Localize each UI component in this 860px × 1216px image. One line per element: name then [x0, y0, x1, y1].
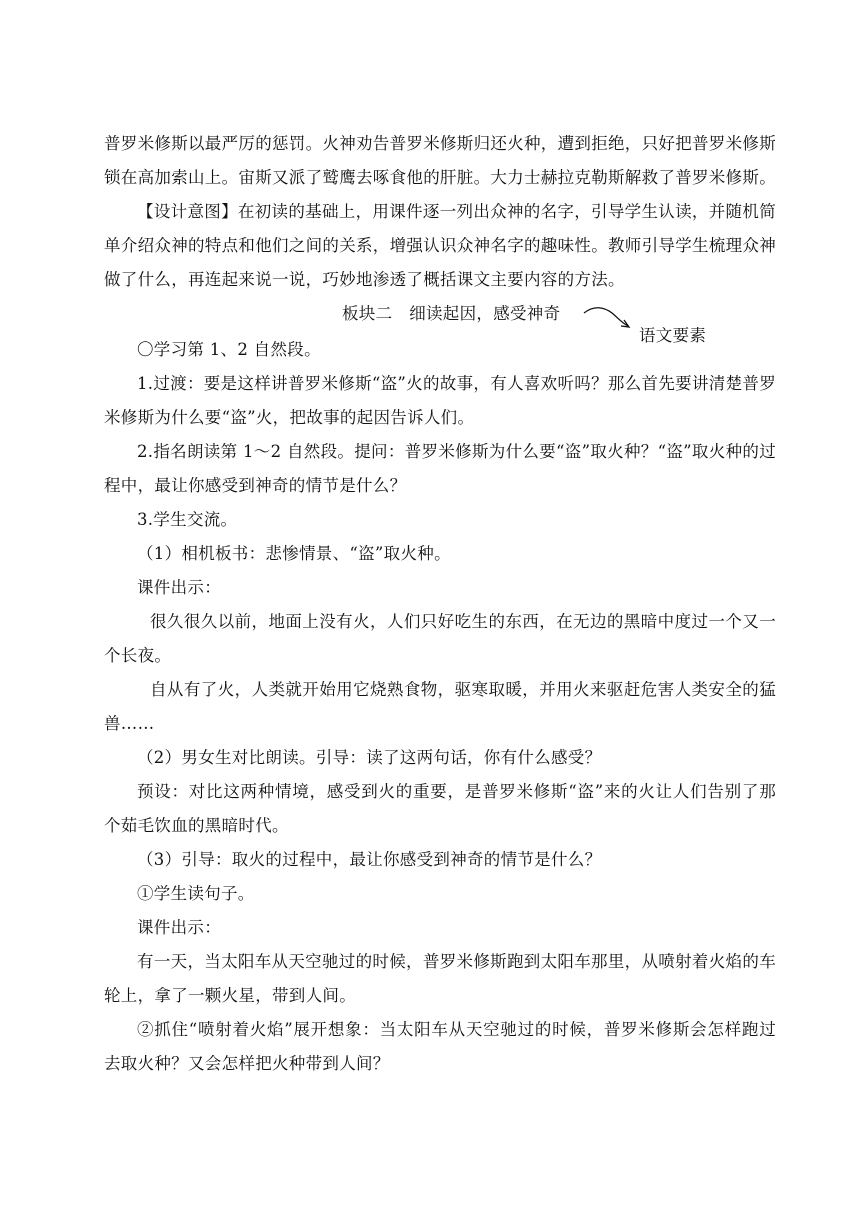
annotation-arrow-icon — [582, 305, 632, 331]
step-1: 1.过渡：要是这样讲普罗米修斯“盗”火的故事，有人喜欢听吗？那么首先要讲清楚普罗米修斯为什么要“盗”火，把故事的起因告诉人们。 — [104, 374, 776, 427]
courseware-label-2: 课件出示： — [137, 918, 221, 937]
sub-step-3: （3）引导：取火的过程中，最让你感受到神奇的情节是什么？ — [137, 850, 602, 869]
circle-step-2: ②抓住“喷射着火焰”展开想象：当太阳车从天空驰过的时候，普罗米修斯会怎样跑过去取火种？又会怎样把火种带到人间？ — [104, 1020, 776, 1073]
quote-2: 自从有了火，人类就开始用它烧熟食物，驱寒取暖，并用火来驱赶危害人类安全的猛兽…… — [104, 680, 776, 733]
paragraph-story-ending: 普罗米修斯以最严厉的惩罚。火神劝告普罗米修斯归还火种，遭到拒绝，只好把普罗米修斯锁在高加索山上。宙斯又派了鹫鹰去啄食他的肝脏。大力士赫拉克勒斯解救了普罗米修斯。 — [104, 134, 776, 187]
document-body — [104, 127, 776, 1081]
sub-step-2: （2）男女生对比朗读。引导：读了这两句话，你有什么感受？ — [137, 748, 602, 767]
study-intro: 〇学习第 1、2 自然段。 — [137, 340, 321, 359]
quote-3: 有一天，当太阳车从天空驰过的时候，普罗米修斯跑到太阳车那里，从喷射着火焰的车轮上，拿了一颗火星，带到人间。 — [104, 952, 776, 1005]
quote-1: 很久很久以前，地面上没有火，人们只好吃生的东西，在无边的黑暗中度过一个又一个长夜。 — [104, 612, 776, 665]
sub-step-1: （1）相机板书：悲惨情景、“盗”取火种。 — [137, 544, 451, 563]
annotation-label: 语文要素 — [639, 326, 707, 345]
preset-answer: 预设：对比这两种情境，感受到火的重要，是普罗米修斯“盗”来的火让人们告别了那个茹毛饮血的黑暗时代。 — [104, 782, 776, 835]
step-3: 3.学生交流。 — [137, 510, 238, 529]
courseware-label-1: 课件出示： — [137, 578, 221, 597]
circle-step-1: ①学生读句子。 — [137, 884, 255, 903]
paragraph-design-intent: 【设计意图】在初读的基础上，用课件逐一列出众神的名字，引导学生认读，并随机简单介绍众神的特点和他们之间的关系，增强认识众神名字的趣味性。教师引导学生梳理众神做了什么，再连起来说一说，巧妙地渗透了概括课文主要内容的方法。 — [104, 202, 776, 289]
section-heading: 板块二 细读起因，感受神奇 — [342, 304, 561, 323]
step-2: 2.指名朗读第 1～2 自然段。提问：普罗米修斯为什么要“盗”取火种？“盗”取火种的过程中，最让你感受到神奇的情节是什么？ — [104, 442, 776, 495]
section-heading-row — [104, 297, 776, 345]
